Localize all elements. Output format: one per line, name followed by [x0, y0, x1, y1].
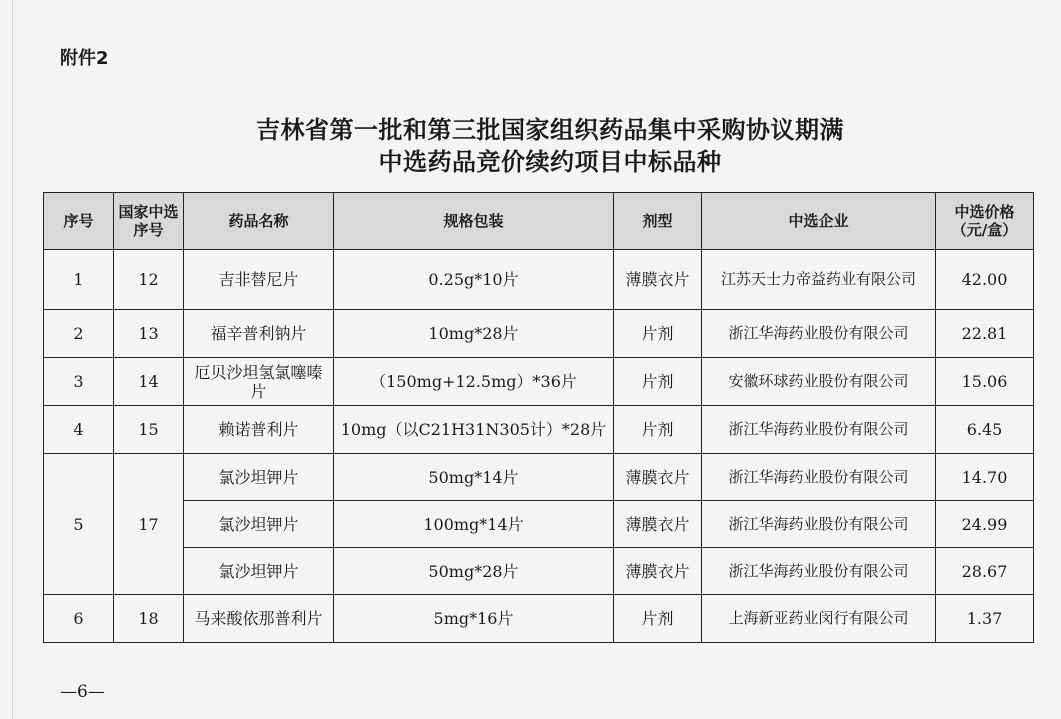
header-price: 中选价格（元/盒）	[936, 193, 1034, 250]
header-form: 剂型	[614, 193, 702, 250]
header-seq: 序号	[44, 193, 114, 250]
cell-form: 片剂	[614, 310, 702, 358]
cell-drug-name: 吉非替尼片	[184, 250, 334, 310]
cell-price: 1.37	[936, 595, 1034, 643]
cell-price: 42.00	[936, 250, 1034, 310]
cell-seq: 6	[44, 595, 114, 643]
cell-form: 薄膜衣片	[614, 548, 702, 595]
table-row	[44, 501, 1034, 548]
cell-form: 薄膜衣片	[614, 501, 702, 548]
cell-price: 6.45	[936, 406, 1034, 454]
cell-form: 片剂	[614, 406, 702, 454]
header-company: 中选企业	[702, 193, 936, 250]
cell-seq: 1	[44, 250, 114, 310]
cell-national-seq: 18	[114, 595, 184, 643]
cell-price: 28.67	[936, 548, 1034, 595]
cell-national-seq: 12	[114, 250, 184, 310]
cell-price: 15.06	[936, 358, 1034, 406]
cell-spec: 10mg（以C21H31N305计）*28片	[334, 406, 614, 454]
table-row	[44, 454, 1034, 501]
cell-drug-name: 马来酸依那普利片	[184, 595, 334, 643]
header-national-seq: 国家中选序号	[114, 193, 184, 250]
cell-drug-name: 厄贝沙坦氢氯噻嗪片	[184, 358, 334, 406]
cell-drug-name: 赖诺普利片	[184, 406, 334, 454]
cell-company: 浙江华海药业股份有限公司	[702, 406, 936, 454]
table-row	[44, 548, 1034, 595]
cell-seq: 2	[44, 310, 114, 358]
cell-company: 江苏天士力帝益药业有限公司	[702, 250, 936, 310]
cell-spec: 0.25g*10片	[334, 250, 614, 310]
cell-price: 24.99	[936, 501, 1034, 548]
cell-spec: 50mg*28片	[334, 548, 614, 595]
cell-form: 薄膜衣片	[614, 250, 702, 310]
cell-company: 浙江华海药业股份有限公司	[702, 501, 936, 548]
cell-company: 浙江华海药业股份有限公司	[702, 548, 936, 595]
cell-national-seq: 15	[114, 406, 184, 454]
cell-drug-name: 氯沙坦钾片	[184, 501, 334, 548]
table-row	[44, 358, 1034, 406]
table-row	[44, 310, 1034, 358]
cell-seq: 4	[44, 406, 114, 454]
document-title-line-2: 中选药品竞价续约项目中标品种	[378, 148, 722, 176]
cell-form: 片剂	[614, 358, 702, 406]
cell-spec: 10mg*28片	[334, 310, 614, 358]
table-row	[44, 595, 1034, 643]
page-edge-line	[12, 0, 13, 719]
cell-form: 薄膜衣片	[614, 454, 702, 501]
header-drug-name: 药品名称	[184, 193, 334, 250]
table-row	[44, 250, 1034, 310]
cell-spec: 100mg*14片	[334, 501, 614, 548]
cell-company: 上海新亚药业闵行有限公司	[702, 595, 936, 643]
cell-spec: 5mg*16片	[334, 595, 614, 643]
attachment-label: 附件2	[60, 48, 109, 69]
cell-national-seq: 13	[114, 310, 184, 358]
table-header-row	[44, 193, 1034, 250]
cell-seq: 3	[44, 358, 114, 406]
cell-national-seq: 14	[114, 358, 184, 406]
cell-company: 安徽环球药业股份有限公司	[702, 358, 936, 406]
cell-company: 浙江华海药业股份有限公司	[702, 310, 936, 358]
page-number: —6—	[60, 682, 105, 702]
winning-drugs-table	[43, 192, 1034, 643]
cell-price: 14.70	[936, 454, 1034, 501]
cell-national-seq: 17	[114, 454, 184, 595]
table-row	[44, 406, 1034, 454]
document-title-line-1: 吉林省第一批和第三批国家组织药品集中采购协议期满	[256, 116, 844, 144]
header-spec: 规格包装	[334, 193, 614, 250]
cell-price: 22.81	[936, 310, 1034, 358]
cell-spec: 50mg*14片	[334, 454, 614, 501]
cell-drug-name: 氯沙坦钾片	[184, 548, 334, 595]
cell-seq: 5	[44, 454, 114, 595]
cell-drug-name: 福辛普利钠片	[184, 310, 334, 358]
cell-company: 浙江华海药业股份有限公司	[702, 454, 936, 501]
cell-form: 片剂	[614, 595, 702, 643]
cell-drug-name: 氯沙坦钾片	[184, 454, 334, 501]
cell-spec: （150mg+12.5mg）*36片	[334, 358, 614, 406]
